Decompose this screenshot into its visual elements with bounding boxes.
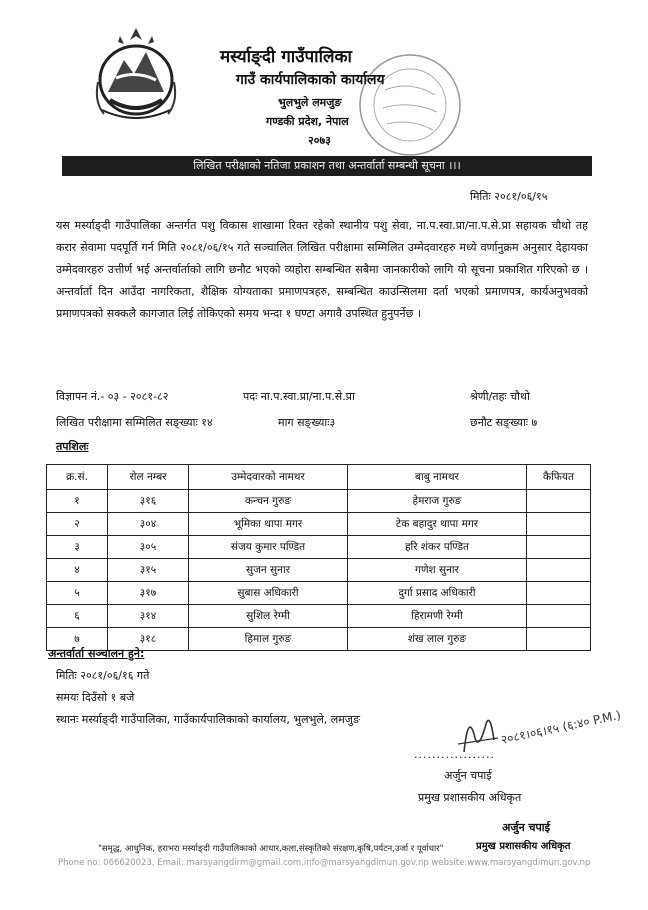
cell-serial: १ (47, 490, 108, 513)
cell-candidate: सुबास अधिकारी (189, 582, 348, 605)
cell-father: टेक बहादुर थापा मगर (348, 513, 527, 536)
cell-roll: ३१४ (108, 605, 189, 628)
cell-serial: ७ (47, 628, 108, 651)
notice-date: मितिः २०८१/०६/१५ (470, 190, 548, 203)
cell-roll: ३०५ (108, 536, 189, 559)
cell-serial: ४ (47, 559, 108, 582)
signature-dots: .................. (414, 748, 495, 761)
demand-count: माग सङ्ख्याः३ (278, 416, 336, 429)
signatory-designation: प्रमुख प्रशासकीय अधिकृत (418, 791, 522, 804)
table-row (47, 490, 591, 513)
signatory-name: अर्जुन चपाई (444, 769, 492, 782)
table-row (47, 559, 591, 582)
cell-remarks (527, 536, 591, 559)
notice-body: यस मर्स्याङ्दी गाउँपालिका अन्तर्गत पशु विकास शाखामा रिक्त रहेको स्थानीय पशु सेवा, ना.प.स्वा.प्रा/ना.प.से.प्रा सहायक चौथो तह करार सेवामा पदपूर्ति गर्न मिति २०८१/०६/१५ गते सञ्चालित लिखित परीक्षामा सम्मिलित उम्मेदवारहरु मध्ये वर्णानुक्रम अनुसार देहायका उम्मेदवारहरु उत्तीर्ण भई अन्तर्वार्ताको लागि छनौट भएको व्यहोरा सम्बन्धित सबैमा जानकारीको लागि यो सूचना प्रकाशित गरिएको छ । अन्तर्वार्ता दिन आउँदा नागरिकता, शैक्षिक योग्यताका प्रमाणपत्रहरु, सम्बन्धित काउन्सिलमा दर्ता भएको प्रमाणपत्र, कार्यअनुभवको प्रमाणपत्रको सक्कलै कागजात लिई तोकिएको समय भन्दा १ घण्टा अगावै उपस्थित हुनुपर्नेछ । (56, 219, 588, 320)
cell-roll: ३१८ (108, 628, 189, 651)
selected-count: छनौट सङ्ख्याः ७ (470, 416, 538, 429)
cell-candidate: भूमिका थापा मगर (189, 513, 348, 536)
cell-father: हिरामणी रेग्मी (348, 605, 527, 628)
nepal-government-emblem (90, 22, 182, 130)
cell-father: हरि शंकर पण्डित (348, 536, 527, 559)
cell-father: शंख लाल गुरुङ (348, 628, 527, 651)
organization-name: मर्स्याङ्दी गाउँपालिका (220, 47, 352, 67)
cell-serial: ५ (47, 582, 108, 605)
cell-father: दुर्गा प्रसाद अधिकारी (348, 582, 527, 605)
table-row (47, 536, 591, 559)
col-serial: क्र.सं. (47, 465, 108, 490)
cell-roll: ३०४ (108, 513, 189, 536)
stamp-designation: प्रमुख प्रशासकीय अधिकृत (476, 841, 571, 852)
office-stamp (355, 50, 465, 160)
cell-remarks (527, 513, 591, 536)
cell-serial: २ (47, 513, 108, 536)
cell-remarks (527, 490, 591, 513)
stamp-name: अर्जुन चपाई (502, 821, 550, 834)
notice-title-banner: लिखित परीक्षाको नतिजा प्रकाशन तथा अन्तर्वार्ता सम्बन्धी सूचना ।।। (62, 156, 592, 176)
results-table (46, 464, 591, 651)
interview-place: स्थानः मर्स्याङ्दी गाउँपालिका, गाउँकार्यपालिकाको कार्यालय, भुलभुले, लमजुङ (56, 713, 360, 726)
col-roll-number: रोल नम्बर (108, 465, 189, 490)
table-caption: तपशिलः (56, 440, 89, 453)
handwritten-date: २०८१।०६।१५ (६:४० P.M.) (499, 707, 623, 747)
cell-candidate: सुशिल रेग्मी (189, 605, 348, 628)
cell-serial: ३ (47, 536, 108, 559)
cell-roll: ३१६ (108, 490, 189, 513)
table-row (47, 605, 591, 628)
cell-roll: ३१७ (108, 582, 189, 605)
cell-serial: ६ (47, 605, 108, 628)
cell-roll: ३१५ (108, 559, 189, 582)
table-row (47, 582, 591, 605)
post-name: पदः ना.प.स्वा.प्रा/ना.प.से.प्रा (243, 390, 355, 403)
cell-candidate: कन्चन गुरुङ (189, 490, 348, 513)
office-name: गाउँ कार्यपालिकाको कार्यालय (236, 72, 385, 88)
address-line-1: भुलभुले लमजुङ (278, 96, 342, 109)
cell-candidate: सुजन सुनार (189, 559, 348, 582)
exam-participant-count: लिखित परीक्षामा सम्मिलित सङ्ख्याः १४ (56, 416, 213, 429)
table-row (47, 513, 591, 536)
establishment-year: २०७३ (308, 134, 331, 147)
interview-date: मितिः २०८१/०६/१६ गते (56, 669, 150, 682)
cell-remarks (527, 605, 591, 628)
interview-time: समयः दिउँसो १ बजे (56, 691, 135, 704)
footer-contact: Phone no: 066620023, Email: marsyangdirm@gmail.com,info@marsyangdimun.gov.np website:www.marsyangdimun.gov.np (58, 858, 591, 868)
cell-father: गणेश सुनार (348, 559, 527, 582)
cell-remarks (527, 582, 591, 605)
interview-heading: अन्तर्वार्ता सञ्चालन हुने: (48, 647, 145, 660)
address-line-2: गण्डकी प्रदेश, नेपाल (266, 115, 349, 128)
table-header-row (47, 465, 591, 490)
col-remarks: कैफियत (527, 465, 591, 490)
advertisement-number: विज्ञापन नं.- ०३ - २०८१-८२ (56, 390, 169, 403)
cell-remarks (527, 559, 591, 582)
col-candidate-name: उम्मेदवारको नामथर (189, 465, 348, 490)
cell-remarks (527, 628, 591, 651)
level: श्रेणी/तहः चौथो (470, 390, 530, 403)
cell-candidate: संजय कुमार पण्डित (189, 536, 348, 559)
col-father-name: बाबु नामथर (348, 465, 527, 490)
cell-candidate: हिमाल गुरुङ (189, 628, 348, 651)
footer-slogan: "समृद्ध, आधुनिक, हराभरा मर्स्याङ्दी गाउँपालिकाको आधार,कला,संस्कृतिको संरक्षण,कृषि,पर्यटन,उर्जा र पूर्वाधार" (98, 844, 444, 854)
cell-father: हेमराज गुरुङ (348, 490, 527, 513)
